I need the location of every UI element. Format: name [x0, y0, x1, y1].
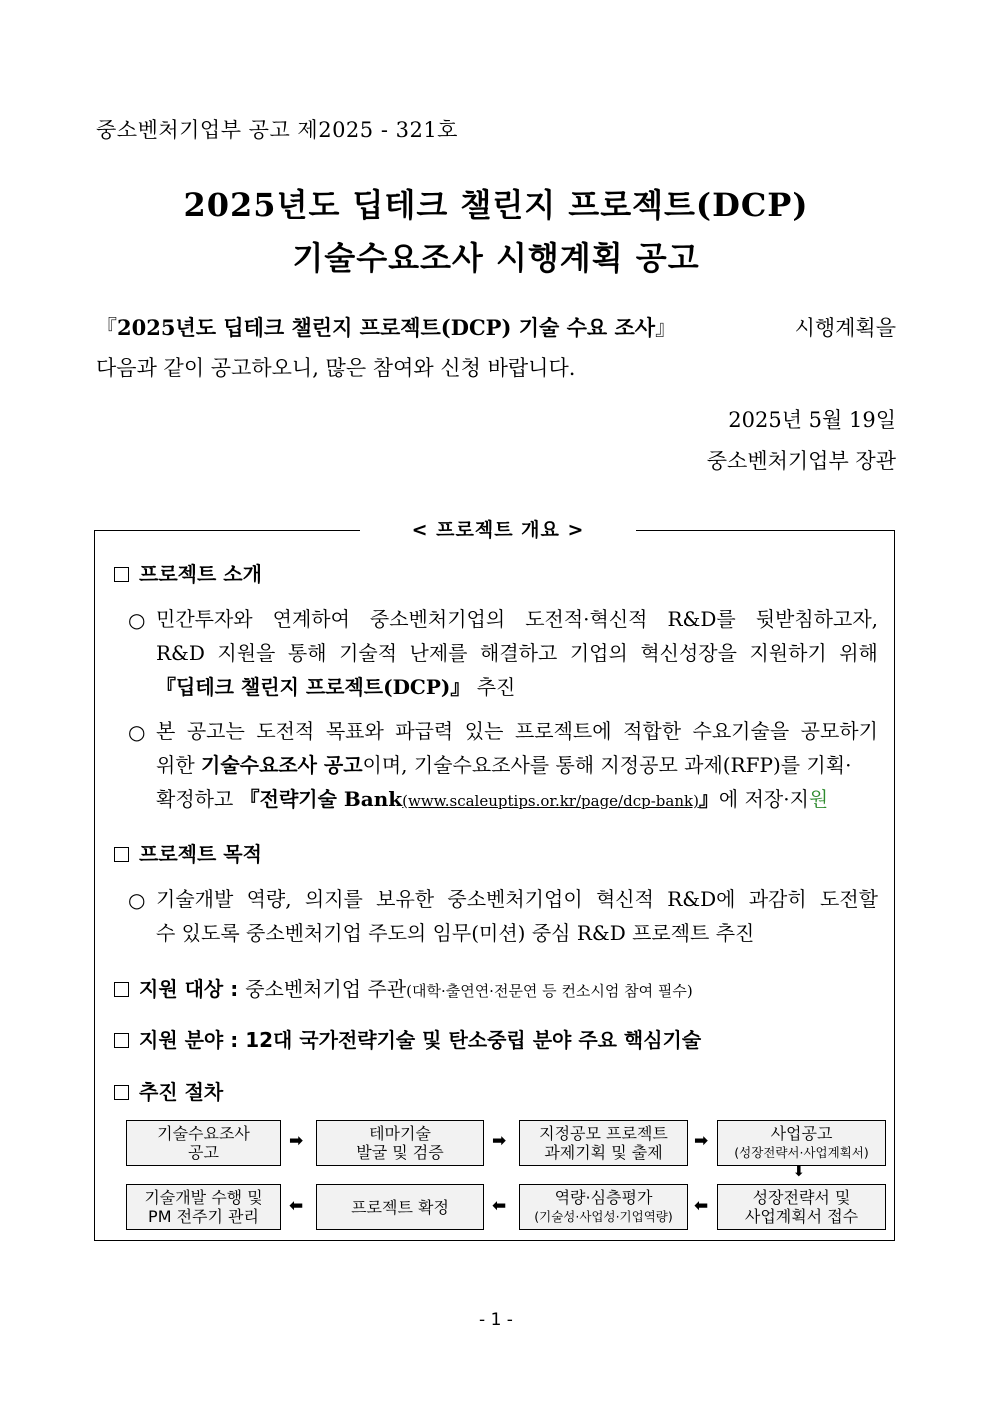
document-title-line2: 기술수요조사 시행계획 공고 [292, 239, 700, 277]
word: 난제를 [409, 641, 468, 665]
arrow-left-icon: ⬅ [492, 1196, 507, 1216]
purpose-line1 [156, 882, 878, 916]
word: 수요기술을 [692, 719, 790, 743]
arrow-right-icon: ➡ [492, 1131, 507, 1151]
intro-bullet-2: 본 공고는 도전적 목표와 파급력 있는 프로젝트에 적합한 수요기술을 공모하기 위한 기술수요조사 공고이며, 기술수요조사를 통해 지정공모 과제(RFP)를 기획· 확정하고 『전략기술 Bank(www.scaleuptips.or.kr/page/dcp-bank)』에 저장·지원 [156, 714, 878, 818]
word: 도전적 [256, 719, 315, 743]
word: 의지를 [304, 887, 363, 911]
section-intro-heading: 프로젝트 소개 [114, 558, 262, 587]
word: 공모하기 [800, 719, 878, 743]
field-value: 12대 국가전략기술 및 탄소중립 분야 주요 핵심기술 [245, 1028, 702, 1052]
arrow-right-icon: ➡ [289, 1131, 304, 1151]
purpose-line2: 수 있도록 중소벤처기업 주도의 임무(미션) 중심 R&D 프로젝트 추진 [156, 921, 755, 945]
word: 지원하기 [749, 641, 827, 665]
dcp-name: 『딥테크 챌린지 프로젝트(DCP)』 [156, 675, 471, 699]
bullet-icon: ○ [128, 608, 146, 632]
word: R&D에 [667, 887, 736, 911]
word: 혁신적 [595, 887, 654, 911]
word: 해결하고 [480, 641, 558, 665]
section-purpose-heading: 프로젝트 목적 [114, 838, 262, 867]
intro-paragraph [96, 308, 896, 388]
process-step-1: 기술수요조사 공고 [126, 1120, 281, 1166]
section-field: 지원 분야 : 12대 국가전략기술 및 탄소중립 분야 주요 핵심기술 [114, 1024, 701, 1053]
word: 적합한 [623, 719, 682, 743]
issuer: 중소벤처기업부 장관 [706, 449, 896, 473]
notice-number: 중소벤처기업부 공고 제2025 - 321호 [96, 118, 458, 142]
word: 과감히 [748, 887, 807, 911]
open-bracket: 『 [96, 316, 117, 340]
word: 위해 [839, 641, 878, 665]
word: 도전적·혁신적 [525, 607, 648, 631]
purpose-bullet [156, 882, 878, 950]
word: 기업의 [569, 641, 628, 665]
word: 목표와 [325, 719, 384, 743]
word: 기술적 [339, 641, 398, 665]
process-step-2: 테마기술 발굴 및 검증 [316, 1120, 484, 1166]
checkbox-square-icon [114, 1085, 129, 1100]
process-step-4: 사업공고 (성장전략서·사업계획서) [717, 1120, 886, 1166]
process-step-8: 기술개발 수행 및 PM 전주기 관리 [126, 1184, 281, 1230]
word: 혁신성장을 [640, 641, 737, 665]
arrow-down-icon: ⬇ [793, 1164, 805, 1180]
word: 연계하여 [272, 607, 350, 631]
dcp-bank-link[interactable]: (www.scaleuptips.or.kr/page/dcp-bank) [402, 792, 699, 810]
word: 보유한 [376, 887, 435, 911]
word: 본 [156, 719, 176, 743]
issue-date: 2025년 5월 19일 [728, 408, 896, 432]
checkbox-square-icon [114, 847, 129, 862]
intro-line2: 다음과 같이 공고하오니, 많은 참여와 신청 바랍니다. [96, 356, 576, 380]
intro-survey-name: 2025년도 딥테크 챌린지 프로젝트(DCP) 기술 수요 조사 [117, 315, 656, 340]
intro-bullet-1-line2 [156, 636, 878, 670]
issue-info [707, 400, 896, 482]
word: 프로젝트에 [514, 719, 612, 743]
word: 뒷받침하고자, [755, 607, 878, 631]
strategy-bank-name: 『전략기술 Bank [239, 787, 403, 811]
intro-line1-tail: 시행계획을 [794, 316, 896, 340]
target-note: (대학·출연연·전문연 등 컨소시엄 참여 필수) [406, 982, 693, 1000]
intro-bullet-1: 민간투자와 연계하여 중소벤처기업의 도전적·혁신적 R&D를 뒷받침하고자, R&D 지원을 통해 기술적 난제를 해결하고 기업의 혁신성장을 지원하기 위해 『딥테크 챌린지 프로젝트(DCP)』 추진 [156, 602, 878, 704]
target-value: 중소벤처기업 주관 [245, 977, 407, 1001]
process-step-7: 프로젝트 확정 [316, 1184, 484, 1230]
word: 역량, [246, 887, 292, 911]
word: 통해 [287, 641, 327, 665]
word: R&D를 [667, 607, 736, 631]
checkbox-square-icon [114, 982, 129, 997]
checkbox-square-icon [114, 1033, 129, 1048]
checkbox-square-icon [114, 567, 129, 582]
word: 중소벤처기업이 [447, 887, 583, 911]
bullet-icon: ○ [128, 888, 146, 912]
overview-title: < 프로젝트 개요 > [360, 515, 636, 542]
word: 민간투자와 [156, 607, 253, 631]
close-bracket: 』 [655, 316, 677, 340]
section-process-heading: 추진 절차 [114, 1076, 223, 1105]
section-target: 지원 대상 : 중소벤처기업 주관(대학·출연연·전문연 등 컨소시엄 참여 필수) [114, 973, 693, 1002]
process-step-6: 역량·심층평가 (기술성·사업성·기업역량) [519, 1184, 688, 1230]
intro-bullet-1-line1 [156, 602, 878, 636]
word: 기술개발 [156, 887, 234, 911]
bullet-icon: ○ [128, 720, 146, 744]
process-step-3: 지정공모 프로젝트 과제기획 및 출제 [519, 1120, 688, 1166]
process-step-5: 성장전략서 및 사업계획서 접수 [717, 1184, 886, 1230]
word: 도전할 [820, 887, 878, 911]
survey-notice-bold: 기술수요조사 공고 [201, 753, 363, 777]
word: 파급력 [395, 719, 454, 743]
word: 지원을 [217, 641, 276, 665]
document-title-line1: 2025년도 딥테크 챌린지 프로젝트(DCP) [183, 186, 809, 224]
intro-bullet-2-line1 [156, 714, 878, 748]
word: 중소벤처기업의 [369, 607, 506, 631]
arrow-left-icon: ⬅ [289, 1196, 304, 1216]
word: R&D [156, 641, 205, 665]
page-number: - 1 - [479, 1310, 513, 1330]
word: 있는 [464, 719, 504, 743]
word: 공고는 [186, 719, 245, 743]
arrow-left-icon: ⬅ [694, 1196, 709, 1216]
arrow-right-icon: ➡ [694, 1131, 709, 1151]
